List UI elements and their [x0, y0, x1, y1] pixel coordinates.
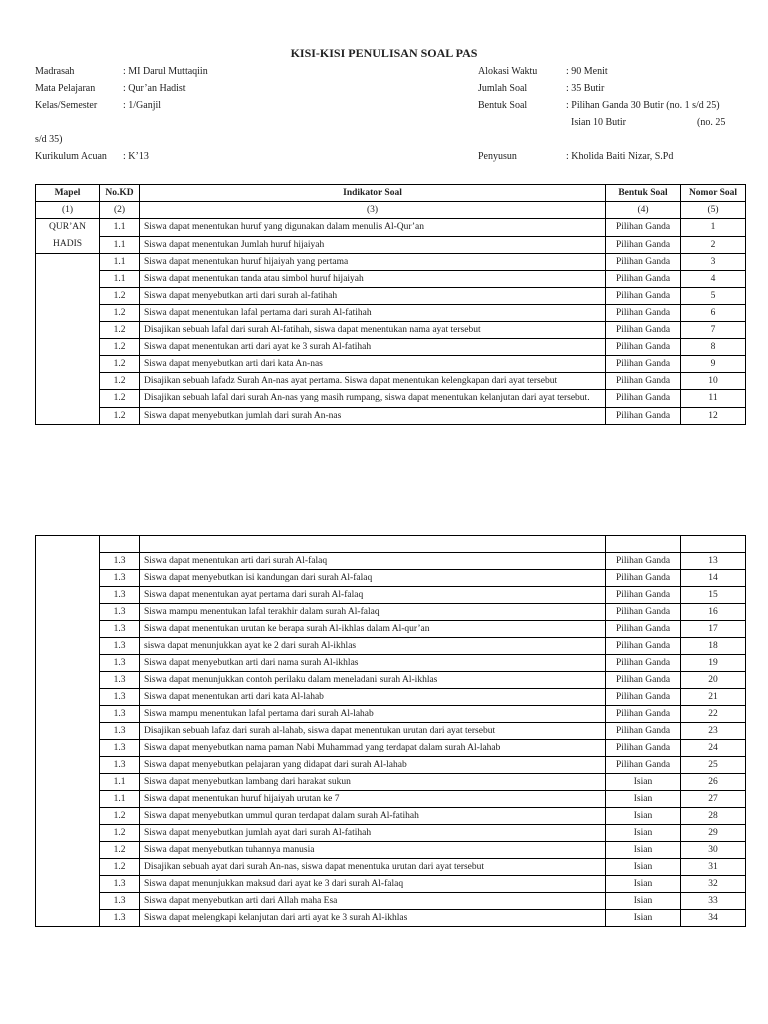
kd-cell: 1.3 — [100, 621, 140, 638]
indikator-cell: siswa dapat menunjukkan ayat ke 2 dari surah Al-ikhlas — [140, 638, 606, 655]
bentuk-cell: Pilihan Ganda — [606, 757, 681, 774]
nomor-cell: 11 — [681, 390, 746, 408]
bentuk-cell: Isian — [606, 791, 681, 808]
table-header-row — [36, 185, 746, 202]
kd-cell: 1.1 — [100, 271, 140, 288]
bentuk-cell: Pilihan Ganda — [606, 740, 681, 757]
header-bentuk: Bentuk Soal — [606, 185, 681, 202]
nomor-cell: 23 — [681, 723, 746, 740]
header-nomor: Nomor Soal — [681, 185, 746, 202]
indikator-cell: Siswa dapat menentukan Jumlah huruf hijaiyah — [140, 236, 606, 254]
bentuk-cell: Pilihan Ganda — [606, 570, 681, 587]
table-row — [36, 893, 746, 910]
info-right — [478, 63, 748, 131]
nomor-cell: 3 — [681, 254, 746, 271]
indikator-cell: Siswa dapat menentukan tanda atau simbol huruf hijaiyah — [140, 271, 606, 288]
kd-cell: 1.3 — [100, 638, 140, 655]
bentuk-cell: Isian — [606, 842, 681, 859]
bentuk-cell: Pilihan Ganda — [606, 254, 681, 271]
nomor-cell: 33 — [681, 893, 746, 910]
table-row — [36, 339, 746, 356]
table-row — [36, 587, 746, 604]
nomor-cell: 12 — [681, 408, 746, 425]
table-row — [36, 570, 746, 587]
table-row — [36, 305, 746, 322]
kisi-kisi-table-page2 — [35, 535, 746, 927]
column-number-row — [36, 202, 746, 219]
kd-cell: 1.3 — [100, 740, 140, 757]
table-row — [36, 219, 746, 237]
nomor-cell: 20 — [681, 672, 746, 689]
kd-cell: 1.1 — [100, 791, 140, 808]
indikator-cell: Disajikan sebuah lafadz Surah An-nas ayat pertama. Siswa dapat menentukan kelengkapan dari ayat tersebut — [140, 373, 606, 390]
info-label: Jumlah Soal — [478, 83, 528, 94]
table-row — [36, 910, 746, 927]
info-value: : Pilihan Ganda 30 Butir (no. 1 s/d 25) — [566, 100, 720, 111]
nomor-cell: 30 — [681, 842, 746, 859]
indikator-cell: Siswa dapat menentukan lafal pertama dari surah Al-fatihah — [140, 305, 606, 322]
bentuk-cell: Pilihan Ganda — [606, 356, 681, 373]
indikator-cell: Disajikan sebuah lafal dari surah Al-fatihah, siswa dapat menentukan nama ayat tersebut — [140, 322, 606, 339]
bentuk-cell: Isian — [606, 893, 681, 910]
indikator-cell: Disajikan sebuah ayat dari surah An-nas, siswa dapat menentuka urutan dari ayat tersebut — [140, 859, 606, 876]
table-row — [36, 390, 746, 408]
kd-cell: 1.3 — [100, 910, 140, 927]
header-indikator: Indikator Soal — [140, 185, 606, 202]
indikator-cell: Siswa dapat menyebutkan jumlah dari surah An-nas — [140, 408, 606, 425]
kd-cell: 1.3 — [100, 587, 140, 604]
mapel-line: HADIS — [52, 239, 83, 249]
bentuk-cell: Pilihan Ganda — [606, 706, 681, 723]
nomor-cell: 14 — [681, 570, 746, 587]
nomor-cell: 16 — [681, 604, 746, 621]
indikator-cell: Siswa dapat menentukan arti dari ayat ke 3 surah Al-fatihah — [140, 339, 606, 356]
indikator-cell: Disajikan sebuah lafaz dari surah al-lahab, siswa dapat menentukan urutan dari ayat tersebut — [140, 723, 606, 740]
indikator-cell: Siswa dapat menyebutkan lambang dari harakat sukun — [140, 774, 606, 791]
bentuk-cell: Pilihan Ganda — [606, 339, 681, 356]
nomor-cell: 1 — [681, 219, 746, 237]
indikator-cell: Siswa dapat menyebutkan jumlah ayat dari surah Al-fatihah — [140, 825, 606, 842]
info-label: Kurikulum Acuan — [35, 151, 107, 162]
table-row — [36, 672, 746, 689]
indikator-cell: Siswa dapat menyebutkan arti dari surah al-fatihah — [140, 288, 606, 305]
nomor-cell: 24 — [681, 740, 746, 757]
kd-cell: 1.1 — [100, 236, 140, 254]
info-left — [35, 63, 335, 114]
table-row — [36, 774, 746, 791]
nomor-cell: 8 — [681, 339, 746, 356]
kd-cell: 1.2 — [100, 808, 140, 825]
kd-cell: 1.3 — [100, 689, 140, 706]
nomor-cell: 31 — [681, 859, 746, 876]
bentuk-cell: Pilihan Ganda — [606, 373, 681, 390]
col-num: (1) — [36, 202, 100, 219]
kd-cell: 1.2 — [100, 859, 140, 876]
bentuk-cell: Pilihan Ganda — [606, 322, 681, 339]
bentuk-cell: Pilihan Ganda — [606, 305, 681, 322]
kd-cell: 1.3 — [100, 672, 140, 689]
table-row — [36, 655, 746, 672]
table-row — [36, 706, 746, 723]
kd-cell: 1.3 — [100, 706, 140, 723]
kd-cell: 1.2 — [100, 408, 140, 425]
bentuk-cell: Pilihan Ganda — [606, 723, 681, 740]
info-label: Madrasah — [35, 66, 75, 77]
mapel-cell-blank — [36, 536, 100, 927]
bentuk-cell: Pilihan Ganda — [606, 408, 681, 425]
table-row — [36, 638, 746, 655]
indikator-cell: Siswa dapat menyebutkan pelajaran yang didapat dari surah Al-lahab — [140, 757, 606, 774]
nomor-cell: 32 — [681, 876, 746, 893]
indikator-cell: Siswa dapat menentukan urutan ke berapa surah Al-ikhlas dalam Al-qur’an — [140, 621, 606, 638]
nomor-cell: 18 — [681, 638, 746, 655]
nomor-cell: 7 — [681, 322, 746, 339]
kd-cell: 1.3 — [100, 757, 140, 774]
indikator-cell: Siswa dapat menentukan arti dari surah Al-falaq — [140, 553, 606, 570]
document-title: KISI-KISI PENULISAN SOAL PAS — [290, 46, 478, 60]
kd-cell: 1.2 — [100, 825, 140, 842]
nomor-cell: 22 — [681, 706, 746, 723]
bentuk-cell: Pilihan Ganda — [606, 655, 681, 672]
nomor-cell: 21 — [681, 689, 746, 706]
nomor-cell: 26 — [681, 774, 746, 791]
table-row — [36, 604, 746, 621]
bentuk-isian: Isian 10 Butir — [571, 117, 626, 128]
col-num: (3) — [140, 202, 606, 219]
header-nokd: No.KD — [100, 185, 140, 202]
info-value: : Kholida Baiti Nizar, S.Pd — [566, 151, 674, 162]
bentuk-cell: Isian — [606, 876, 681, 893]
indikator-cell: Siswa dapat menunjukkan contoh perilaku dalam meneladani surah Al-ikhlas — [140, 672, 606, 689]
info-value: : 1/Ganjil — [123, 100, 162, 111]
indikator-cell: Siswa dapat menyebutkan arti dari nama surah Al-ikhlas — [140, 655, 606, 672]
table-row — [36, 859, 746, 876]
col-num: (2) — [100, 202, 140, 219]
bentuk-cell: Pilihan Ganda — [606, 672, 681, 689]
bentuk-cell: Isian — [606, 808, 681, 825]
info-value: : MI Darul Muttaqiin — [123, 66, 208, 77]
kd-cell: 1.2 — [100, 322, 140, 339]
nomor-cell: 28 — [681, 808, 746, 825]
bentuk-cell: Pilihan Ganda — [606, 236, 681, 254]
indikator-cell: Siswa dapat menentukan huruf yang digunakan dalam menulis Al-Qur’an — [140, 219, 606, 237]
indikator-cell: Siswa dapat menyebutkan nama paman Nabi Muhammad yang terdapat dalam surah Al-lahab — [140, 740, 606, 757]
nomor-cell: 10 — [681, 373, 746, 390]
table-row — [36, 723, 746, 740]
table-row — [36, 842, 746, 859]
table-row — [36, 254, 746, 271]
bentuk-cell: Pilihan Ganda — [606, 271, 681, 288]
table-row — [36, 236, 746, 254]
table-row — [36, 373, 746, 390]
table-row — [36, 322, 746, 339]
indikator-cell: Disajikan sebuah lafal dari surah An-nas yang masih rumpang, siswa dapat menentukan kelanjutan dari ayat tersebut. — [140, 390, 606, 408]
indikator-cell: Siswa dapat melengkapi kelanjutan dari arti ayat ke 3 surah Al-ikhlas — [140, 910, 606, 927]
nomor-cell: 29 — [681, 825, 746, 842]
bentuk-continuation: s/d 35) — [35, 134, 63, 145]
nomor-cell: 2 — [681, 236, 746, 254]
nomor-cell: 4 — [681, 271, 746, 288]
kisi-kisi-table-page1 — [35, 184, 746, 425]
bentuk-cell: Isian — [606, 910, 681, 927]
kd-cell: 1.3 — [100, 604, 140, 621]
table-row — [36, 689, 746, 706]
indikator-cell: Siswa dapat menunjukkan maksud dari ayat ke 3 dari surah Al-falaq — [140, 876, 606, 893]
bentuk-cell: Pilihan Ganda — [606, 553, 681, 570]
kd-cell: 1.2 — [100, 339, 140, 356]
indikator-cell: Siswa dapat menyebutkan tuhannya manusia — [140, 842, 606, 859]
info-label: Penyusun — [478, 151, 517, 162]
info-label: Kelas/Semester — [35, 100, 98, 111]
info-label: Mata Pelajaran — [35, 83, 96, 94]
kd-cell: 1.2 — [100, 373, 140, 390]
bentuk-isian-range: (no. 25 — [697, 117, 726, 128]
kd-cell: 1.1 — [100, 774, 140, 791]
bentuk-cell: Pilihan Ganda — [606, 604, 681, 621]
info-value: : K’13 — [123, 151, 149, 162]
kd-cell: 1.2 — [100, 288, 140, 305]
table-row — [36, 356, 746, 373]
table-row — [36, 271, 746, 288]
indikator-cell: Siswa dapat menyebutkan isi kandungan dari surah Al-falaq — [140, 570, 606, 587]
kd-cell: 1.2 — [100, 305, 140, 322]
bentuk-cell: Pilihan Ganda — [606, 587, 681, 604]
kd-cell: 1.1 — [100, 219, 140, 237]
info-kurikulum — [35, 148, 335, 165]
table-row — [36, 740, 746, 757]
kd-cell: 1.1 — [100, 254, 140, 271]
table-row — [36, 621, 746, 638]
info-label: Bentuk Soal — [478, 100, 528, 111]
kd-cell: 1.2 — [100, 390, 140, 408]
table-row — [36, 791, 746, 808]
kd-cell: 1.2 — [100, 842, 140, 859]
info-label: Alokasi Waktu — [478, 66, 538, 77]
indikator-cell: Siswa dapat menentukan huruf hijaiyah yang pertama — [140, 254, 606, 271]
table-row — [36, 808, 746, 825]
nomor-cell: 19 — [681, 655, 746, 672]
indikator-cell: Siswa dapat menentukan ayat pertama dari surah Al-falaq — [140, 587, 606, 604]
table-row — [36, 553, 746, 570]
bentuk-cell: Pilihan Ganda — [606, 288, 681, 305]
info-value: : Qur’an Hadist — [123, 83, 186, 94]
bentuk-cell: Isian — [606, 859, 681, 876]
kd-cell: 1.3 — [100, 570, 140, 587]
bentuk-cell: Pilihan Ganda — [606, 638, 681, 655]
kd-cell: 1.3 — [100, 655, 140, 672]
info-value: : 35 Butir — [566, 83, 605, 94]
nomor-cell: 5 — [681, 288, 746, 305]
kd-cell: 1.3 — [100, 723, 140, 740]
nomor-cell: 17 — [681, 621, 746, 638]
kd-cell: 1.3 — [100, 876, 140, 893]
indikator-cell: Siswa dapat menyebutkan arti dari Allah maha Esa — [140, 893, 606, 910]
table-blank-row — [36, 536, 746, 553]
bentuk-cell: Pilihan Ganda — [606, 689, 681, 706]
mapel-line: QUR’AN — [49, 222, 86, 232]
nomor-cell: 27 — [681, 791, 746, 808]
indikator-cell: Siswa mampu menentukan lafal pertama dari surah Al-lahab — [140, 706, 606, 723]
indikator-cell: Siswa mampu menentukan lafal terakhir dalam surah Al-falaq — [140, 604, 606, 621]
table-row — [36, 408, 746, 425]
nomor-cell: 34 — [681, 910, 746, 927]
col-num: (4) — [606, 202, 681, 219]
indikator-cell: Siswa dapat menentukan arti dari kata Al-lahab — [140, 689, 606, 706]
nomor-cell: 9 — [681, 356, 746, 373]
kd-cell: 1.3 — [100, 553, 140, 570]
header-mapel: Mapel — [36, 185, 100, 202]
info-value: : 90 Menit — [566, 66, 608, 77]
kd-cell: 1.3 — [100, 893, 140, 910]
table-row — [36, 288, 746, 305]
col-num: (5) — [681, 202, 746, 219]
bentuk-cell: Isian — [606, 825, 681, 842]
table-row — [36, 825, 746, 842]
table-row — [36, 876, 746, 893]
table-row — [36, 757, 746, 774]
nomor-cell: 13 — [681, 553, 746, 570]
bentuk-cell: Pilihan Ganda — [606, 219, 681, 237]
indikator-cell: Siswa dapat menyebutkan arti dari kata An-nas — [140, 356, 606, 373]
mapel-cell-blank — [36, 254, 100, 425]
indikator-cell: Siswa dapat menyebutkan ummul quran terdapat dalam surah Al-fatihah — [140, 808, 606, 825]
bentuk-cell: Pilihan Ganda — [606, 621, 681, 638]
kd-cell: 1.2 — [100, 356, 140, 373]
bentuk-cell: Isian — [606, 774, 681, 791]
indikator-cell: Siswa dapat menentukan huruf hijaiyah urutan ke 7 — [140, 791, 606, 808]
bentuk-cell: Pilihan Ganda — [606, 390, 681, 408]
nomor-cell: 6 — [681, 305, 746, 322]
nomor-cell: 15 — [681, 587, 746, 604]
info-penyusun — [478, 148, 748, 165]
nomor-cell: 25 — [681, 757, 746, 774]
mapel-cell — [36, 219, 100, 254]
